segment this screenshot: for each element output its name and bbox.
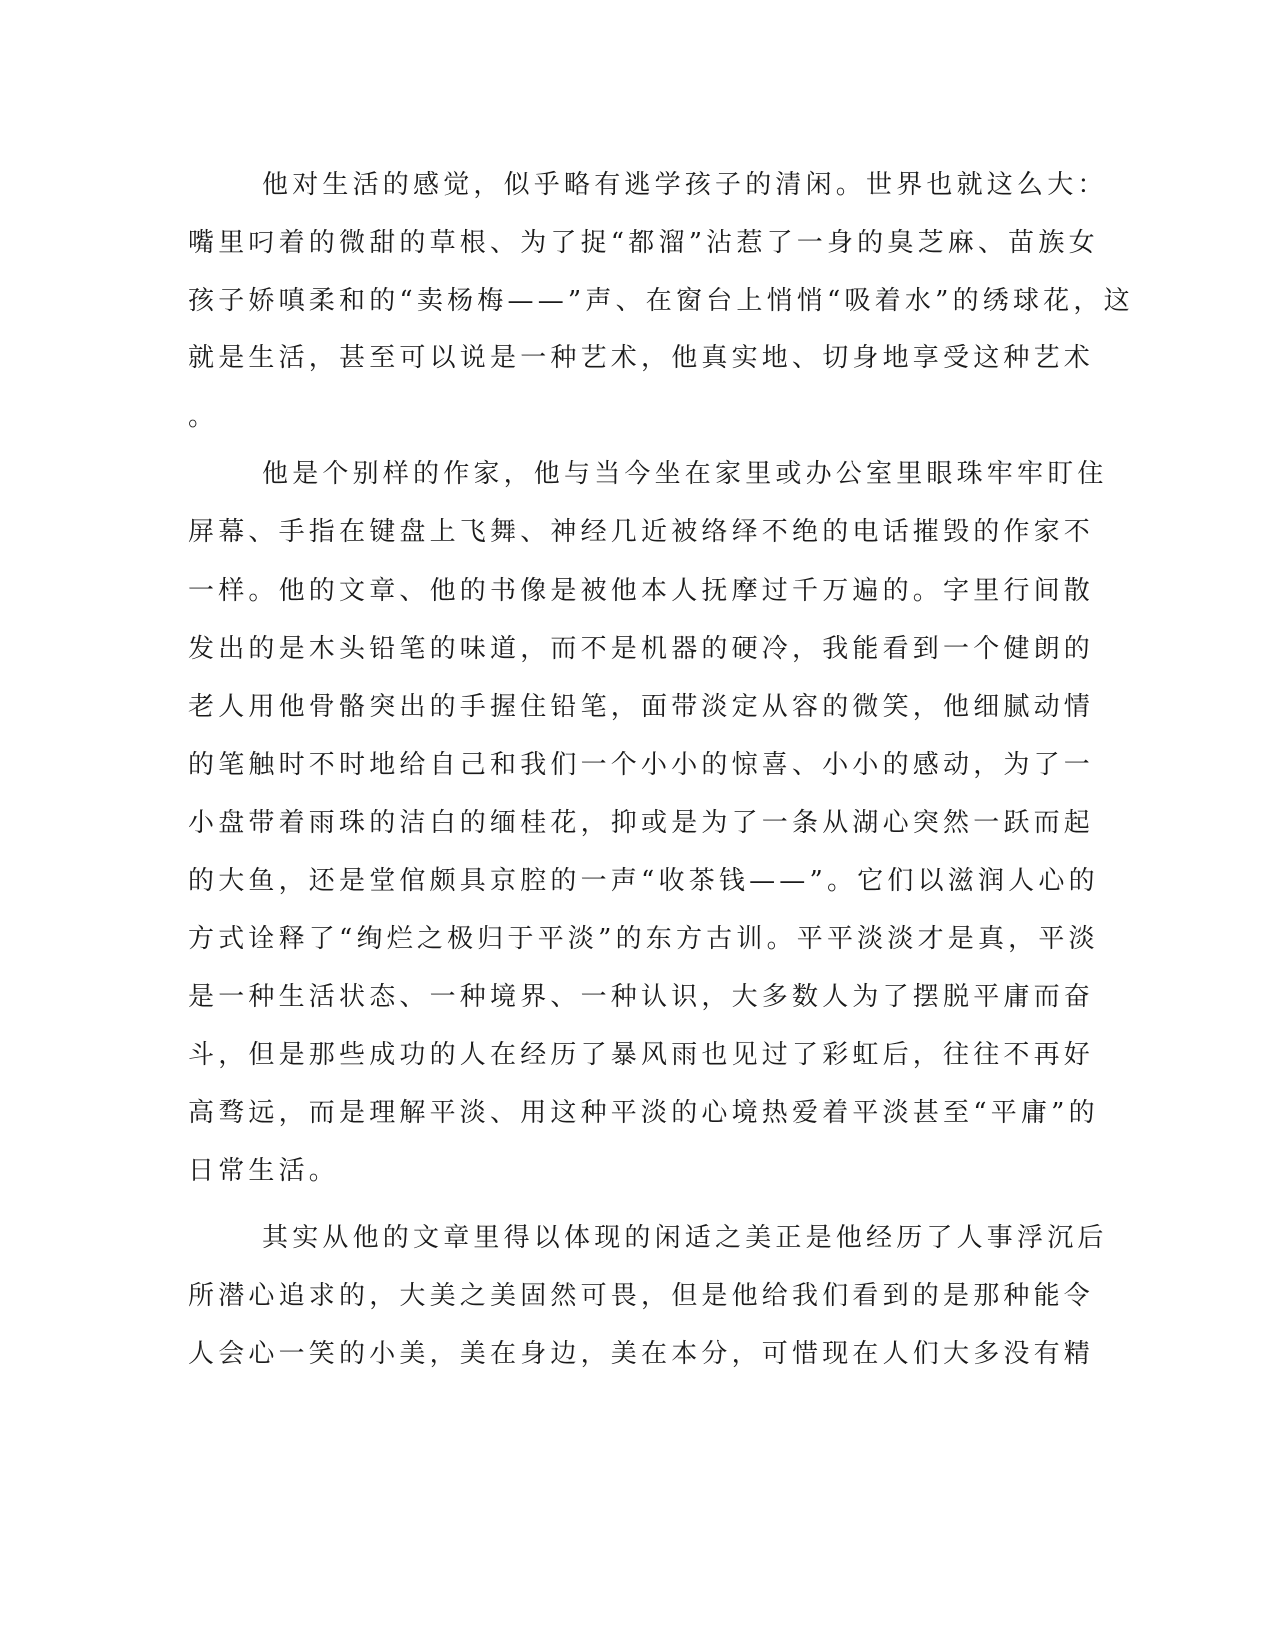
- paragraph-line: 老人用他骨骼突出的手握住铅笔，面带淡定从容的微笑，他细腻动情: [188, 692, 1095, 722]
- paragraph-line: 日常生活。: [188, 1156, 340, 1186]
- paragraph-line: 一样。他的文章、他的书像是被他本人抚摩过千万遍的。字里行间散: [188, 576, 1095, 606]
- paragraph-line: 人会心一笑的小美，美在身边，美在本分，可惜现在人们大多没有精: [188, 1339, 1095, 1369]
- paragraph-line: 嘴里叼着的微甜的草根、为了捉“都溜”沾惹了一身的臭芝麻、苗族女: [188, 228, 1099, 258]
- paragraph-line: 高骛远，而是理解平淡、用这种平淡的心境热爱着平淡甚至“平庸”的: [188, 1098, 1099, 1128]
- paragraph-line: 小盘带着雨珠的洁白的缅桂花，抑或是为了一条从湖心突然一跃而起: [188, 808, 1095, 838]
- paragraph-line: 斗，但是那些成功的人在经历了暴风雨也见过了彩虹后，往往不再好: [188, 1040, 1095, 1070]
- paragraph-line: 孩子娇嗔柔和的“卖杨梅——”声、在窗台上悄悄“吸着水”的绣球花，这: [188, 286, 1134, 316]
- paragraph-line: 是一种生活状态、一种境界、一种认识，大多数人为了摆脱平庸而奋: [188, 982, 1095, 1012]
- paragraph-line: 他是个别样的作家，他与当今坐在家里或办公室里眼珠牢牢盯住: [262, 459, 1108, 489]
- paragraph-line: 所潜心追求的，大美之美固然可畏，但是他给我们看到的是那种能令: [188, 1281, 1095, 1311]
- paragraph-line: 。: [188, 402, 219, 432]
- paragraph-line: 其实从他的文章里得以体现的闲适之美正是他经历了人事浮沉后: [262, 1223, 1108, 1253]
- paragraph-line: 的笔触时不时地给自己和我们一个小小的惊喜、小小的感动，为了一: [188, 750, 1095, 780]
- paragraph-line: 他对生活的感觉，似乎略有逃学孩子的清闲。世界也就这么大：: [262, 170, 1108, 200]
- paragraph-line: 发出的是木头铅笔的味道，而不是机器的硬冷，我能看到一个健朗的: [188, 634, 1095, 664]
- paragraph-line: 就是生活，甚至可以说是一种艺术，他真实地、切身地享受这种艺术: [188, 343, 1095, 373]
- paragraph-line: 屏幕、手指在键盘上飞舞、神经几近被络绎不绝的电话摧毁的作家不: [188, 517, 1095, 547]
- paragraph-line: 方式诠释了“绚烂之极归于平淡”的东方古训。平平淡淡才是真，平淡: [188, 924, 1099, 954]
- paragraph-line: 的大鱼，还是堂倌颇具京腔的一声“收茶钱——”。它们以滋润人心的: [188, 866, 1099, 896]
